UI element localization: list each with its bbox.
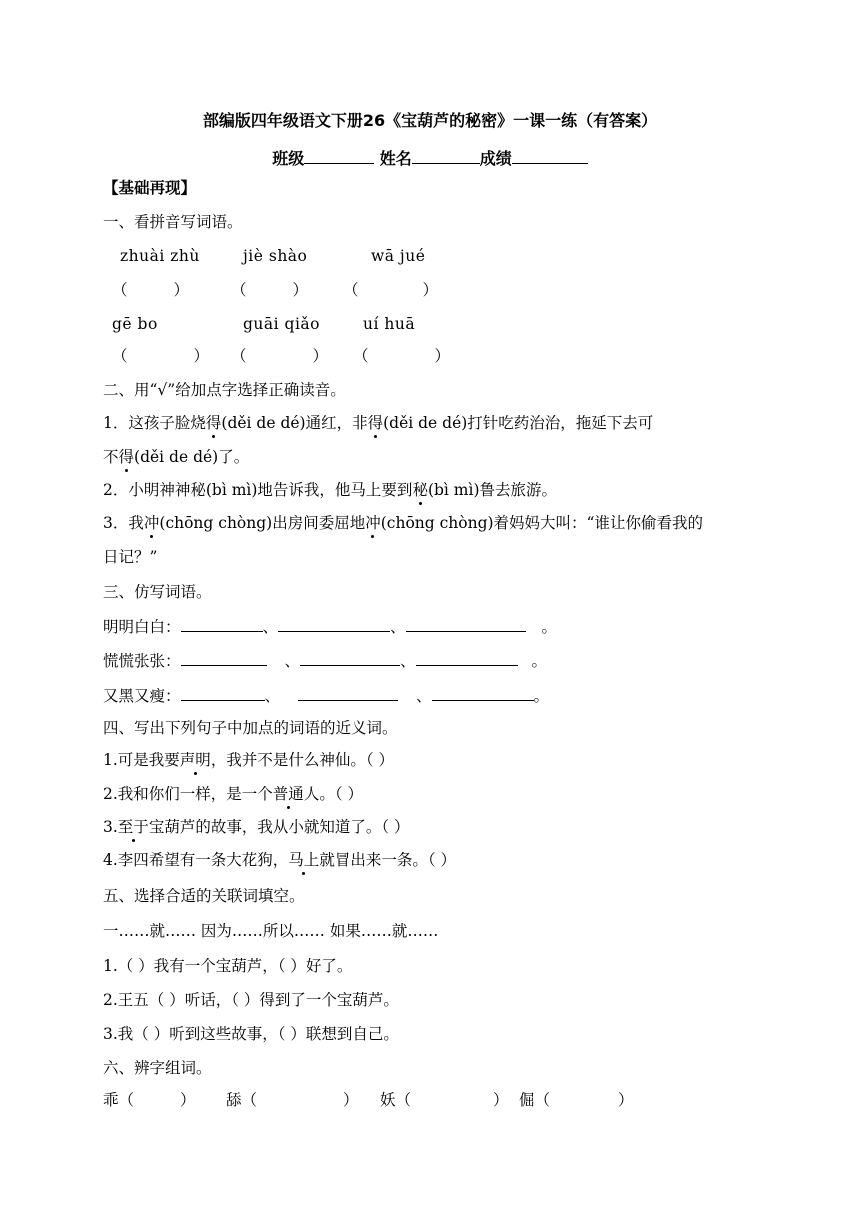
q1-pinyin-3: wā jué: [371, 247, 426, 265]
dotted-char: 得: [367, 414, 384, 432]
q4-sentence-3: 3.至于宝葫芦的故事，我从小就知道了。（ ）: [103, 818, 410, 836]
dotted-word: 马上: [288, 851, 320, 869]
dotted-char: 得: [118, 448, 135, 466]
q3-blank[interactable]: [300, 651, 400, 666]
q1-answer-4[interactable]: （ ）: [112, 347, 210, 365]
q1-answer-6[interactable]: （ ）: [353, 347, 451, 365]
name-label: 姓名: [379, 149, 412, 168]
q4-sentence-2: 2.我和你们一样，是一个普通人。（ ）: [103, 785, 363, 803]
q6-item-3[interactable]: 妖（ ）: [380, 1091, 509, 1109]
q3-blank[interactable]: [406, 617, 526, 632]
q3-blank[interactable]: [416, 651, 518, 666]
q3-blank[interactable]: [181, 651, 267, 666]
q4-heading: 四、写出下列句子中加点的词语的近义词。: [103, 719, 398, 737]
q3-blank[interactable]: [181, 686, 265, 701]
q1-heading: 一、看拼音写词语。: [103, 213, 243, 231]
dotted-char: 冲: [365, 514, 381, 532]
dotted-char: 秘: [412, 481, 428, 499]
q6-heading: 六、辨字组词。: [103, 1059, 212, 1077]
dotted-word: 声明: [179, 751, 211, 769]
student-info-row: [0, 146, 860, 169]
dotted-char: 冲: [143, 514, 160, 532]
q2-heading: 二、用“√”给加点字选择正确读音。: [103, 381, 346, 399]
class-label: 班级: [272, 149, 305, 168]
q1-pinyin-2: jiè shào: [243, 247, 308, 265]
q5-sentence-2: 2.王五（ ）听话，（ ）得到了一个宝葫芦。: [103, 991, 399, 1009]
q3-blank[interactable]: [432, 686, 534, 701]
q1-pinyin-5: guāi qiǎo: [243, 315, 320, 333]
q6-item-1[interactable]: 乖（ ）: [103, 1091, 196, 1109]
q2-sentence-3-cont: 日记？”: [103, 548, 158, 566]
q6-item-2[interactable]: 舔（ ）: [226, 1091, 359, 1109]
name-blank[interactable]: [412, 149, 480, 164]
q5-heading: 五、选择合适的关联词填空。: [103, 887, 305, 905]
q5-sentence-3: 3.我（ ）听到这些故事，（ ）联想到自己。: [103, 1025, 399, 1043]
q5-options: 一……就…… 因为……所以…… 如果……就……: [103, 922, 439, 940]
q1-answer-2[interactable]: （ ）: [231, 281, 309, 299]
class-blank[interactable]: [304, 149, 374, 164]
q2-sentence-1: 1．这孩子脸烧得(děi de dé)通红，非得(děi de dé)打针吃药治治，拖延下去可: [103, 414, 654, 432]
q3-line-1: 明明白白： 、 、 。: [103, 618, 558, 636]
score-label: 成绩: [479, 149, 512, 168]
q2-sentence-3: 3．我冲(chōng chòng)出房间委屈地冲(chōng chòng)着妈妈大叫：“谁让你偷看我的: [103, 514, 703, 532]
q3-line-2: 慌慌张张： 、 、 。: [103, 652, 548, 670]
page-title: 部编版四年级语文下册26《宝葫芦的秘密》一课一练（有答案）: [202, 111, 658, 130]
q1-answer-5[interactable]: （ ）: [231, 347, 329, 365]
dotted-word: 普通: [272, 785, 304, 803]
q2-sentence-1-cont: 不得(děi de dé)了。: [103, 448, 250, 466]
q1-pinyin-4: gē bo: [112, 315, 158, 333]
q1-answer-3[interactable]: （ ）: [343, 281, 439, 299]
section-basic-heading: 【基础再现】: [103, 179, 197, 197]
q3-blank[interactable]: [181, 617, 263, 632]
q3-heading: 三、仿写词语。: [103, 583, 212, 601]
dotted-word: 至于: [117, 818, 149, 836]
q3-blank[interactable]: [278, 617, 390, 632]
q3-line-3: 又黑又瘦： 、 、 。: [103, 687, 550, 705]
dotted-char: 得: [205, 414, 222, 432]
q4-sentence-4: 4.李四希望有一条大花狗，马上就冒出来一条。（ ）: [103, 851, 456, 869]
q2-sentence-2: 2．小明神神秘(bì mì)地告诉我，他马上要到秘(bì mì)鲁去旅游。: [103, 481, 558, 499]
score-blank[interactable]: [512, 149, 588, 164]
q1-pinyin-6: uí huā: [363, 315, 416, 333]
q5-sentence-1: 1.（ ）我有一个宝葫芦，（ ）好了。: [103, 957, 353, 975]
q6-item-4[interactable]: 倔（ ）: [519, 1091, 634, 1109]
q1-answer-1[interactable]: （ ）: [112, 281, 190, 299]
q1-pinyin-1: zhuài zhù: [120, 247, 200, 265]
q4-sentence-1: 1.可是我要声明，我并不是什么神仙。（ ）: [103, 751, 394, 769]
q3-blank[interactable]: [298, 686, 398, 701]
